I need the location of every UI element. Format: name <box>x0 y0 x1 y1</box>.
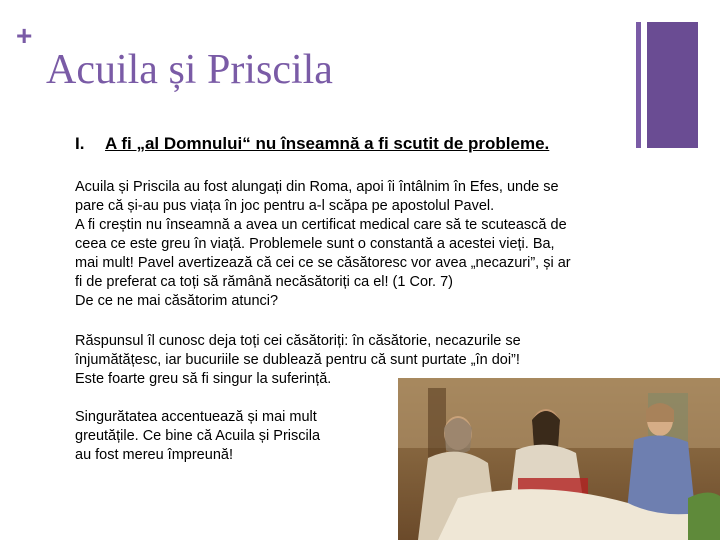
paragraph-line: A fi creștin nu înseamnă a avea un certificat medical care să te scutească de <box>75 217 567 233</box>
paragraph-line: Este foarte greu să fi singur la suferință. <box>75 371 332 387</box>
paragraph-line: înjumătățesc, iar bucuriile se dublează pentru că sunt purtate „în doi”! <box>75 352 520 368</box>
illustration-tentmakers <box>398 378 720 540</box>
paragraph-line: ceea ce este greu în viață. Problemele sunt o constantă a acestei vieți. Ba, <box>75 236 555 252</box>
paragraph-line: Acuila și Priscila au fost alungați din Roma, apoi îi întâlnim în Efes, unde se <box>75 179 559 195</box>
heading-number: I. <box>75 134 85 153</box>
plus-mark: + <box>16 20 33 51</box>
heading-text: A fi „al Domnului“ nu înseamnă a fi scutit de probleme. <box>105 134 550 153</box>
accent-bar-thin <box>636 22 641 148</box>
paragraph-line: fi de preferat ca toți să rămână necăsătoriți ca el! (1 Cor. 7) <box>75 274 453 290</box>
paragraph-1 <box>75 178 675 311</box>
paragraph-line: greutățile. Ce bine că Acuila și Priscila <box>75 428 321 444</box>
paragraph-line: mai mult! Pavel avertizează că cei ce se căsătoresc vor avea „necazuri”, și ar <box>75 255 571 271</box>
paragraph-line: Singurătatea accentuează și mai mult <box>75 409 317 425</box>
paragraph-line: pare că și-au pus viața în joc pentru a-l scăpa pe apostolul Pavel. <box>75 198 495 214</box>
paragraph-line: au fost mereu împreună! <box>75 447 233 463</box>
accent-bar-thick <box>647 22 698 148</box>
paragraph-3 <box>75 408 385 465</box>
section-heading <box>75 133 549 155</box>
paragraph-line: De ce ne mai căsătorim atunci? <box>75 293 279 309</box>
slide-title: Acuila și Priscila <box>46 47 333 93</box>
paragraph-line: Răspunsul îl cunosc deja toți cei căsătoriți: în căsătorie, necazurile se <box>75 333 521 349</box>
